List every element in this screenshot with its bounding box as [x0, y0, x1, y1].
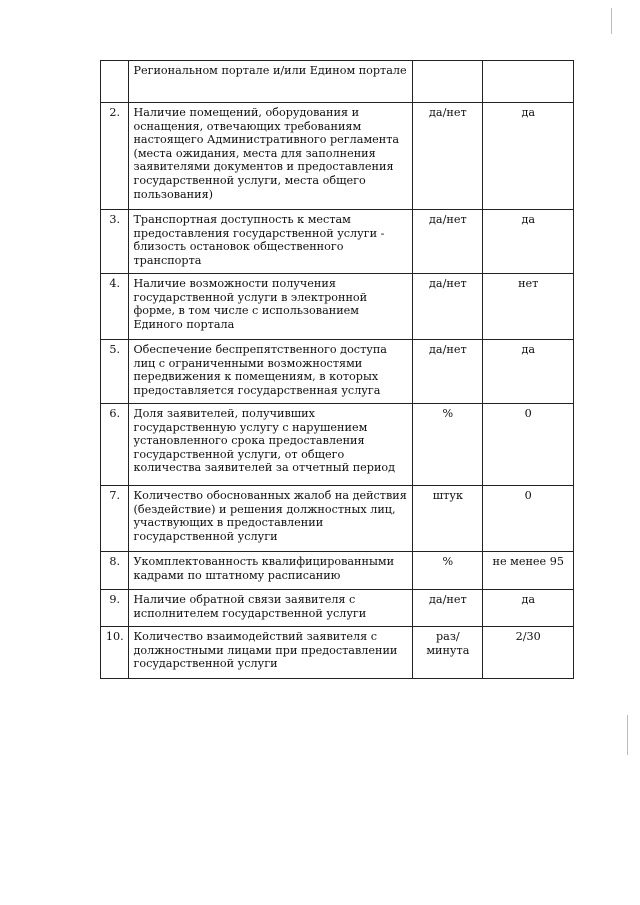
unit-of-measure: да/нет — [413, 340, 483, 404]
table-row — [101, 340, 574, 404]
indicator-value — [483, 61, 574, 103]
unit-of-measure: да/нет — [413, 274, 483, 340]
indicator-name: Наличие обратной связи заявителя с исполнителем государственной услуги — [129, 590, 413, 627]
table-row — [101, 404, 574, 486]
indicator-name: Обеспечение беспрепятственного доступа лиц с ограниченными возможностями передвижения к помещениям, в которых предоставляется государственная услуга — [129, 340, 413, 404]
scan-edge-mark — [611, 8, 612, 34]
indicator-value: не менее 95 — [483, 552, 574, 590]
table-row — [101, 552, 574, 590]
indicator-value: да — [483, 210, 574, 274]
indicator-name: Доля заявителей, получивших государственную услугу с нарушением установленного срока предоставления государственной услуги, от общего количества заявителей за отчетный период — [129, 404, 413, 486]
table-row — [101, 590, 574, 627]
indicator-name: Транспортная доступность к местам предоставления государственной услуги - близость остановок общественного транспорта — [129, 210, 413, 274]
unit-of-measure: штук — [413, 486, 483, 552]
table-row — [101, 210, 574, 274]
row-number: 7. — [101, 486, 129, 552]
row-number: 9. — [101, 590, 129, 627]
row-number: 3. — [101, 210, 129, 274]
table-row — [101, 61, 574, 103]
indicator-value: 0 — [483, 404, 574, 486]
indicator-value: да — [483, 590, 574, 627]
unit-of-measure: % — [413, 552, 483, 590]
indicator-value: да — [483, 103, 574, 210]
table-row — [101, 486, 574, 552]
unit-of-measure: да/нет — [413, 103, 483, 210]
row-number — [101, 61, 129, 103]
row-number: 5. — [101, 340, 129, 404]
row-number: 2. — [101, 103, 129, 210]
indicator-name: Количество взаимодействий заявителя с должностными лицами при предоставлении государственной услуги — [129, 627, 413, 679]
indicator-name: Региональном портале и/или Едином портале — [129, 61, 413, 103]
indicator-value: нет — [483, 274, 574, 340]
row-number: 6. — [101, 404, 129, 486]
row-number: 4. — [101, 274, 129, 340]
indicator-name: Наличие возможности получения государственной услуги в электронной форме, в том числе с использованием Единого портала — [129, 274, 413, 340]
indicator-name: Количество обоснованных жалоб на действия (бездействие) и решения должностных лиц, участвующих в предоставлении государственной услуги — [129, 486, 413, 552]
indicator-value: 2/30 — [483, 627, 574, 679]
table-row — [101, 103, 574, 210]
indicator-value: да — [483, 340, 574, 404]
indicator-value: 0 — [483, 486, 574, 552]
unit-of-measure: да/нет — [413, 210, 483, 274]
indicator-name: Укомплектованность квалифицированными кадрами по штатному расписанию — [129, 552, 413, 590]
indicator-name: Наличие помещений, оборудования и оснащения, отвечающих требованиям настоящего Административного регламента (места ожидания, места для заполнения заявителями документов и предоставления государственной услуги, места общего пользования) — [129, 103, 413, 210]
scan-edge-mark — [627, 715, 628, 755]
unit-of-measure: % — [413, 404, 483, 486]
table-row — [101, 627, 574, 679]
unit-of-measure: да/нет — [413, 590, 483, 627]
row-number: 8. — [101, 552, 129, 590]
service-quality-indicators-table — [100, 60, 574, 679]
row-number: 10. — [101, 627, 129, 679]
table-row — [101, 274, 574, 340]
unit-of-measure — [413, 61, 483, 103]
unit-of-measure: раз/минута — [413, 627, 483, 679]
